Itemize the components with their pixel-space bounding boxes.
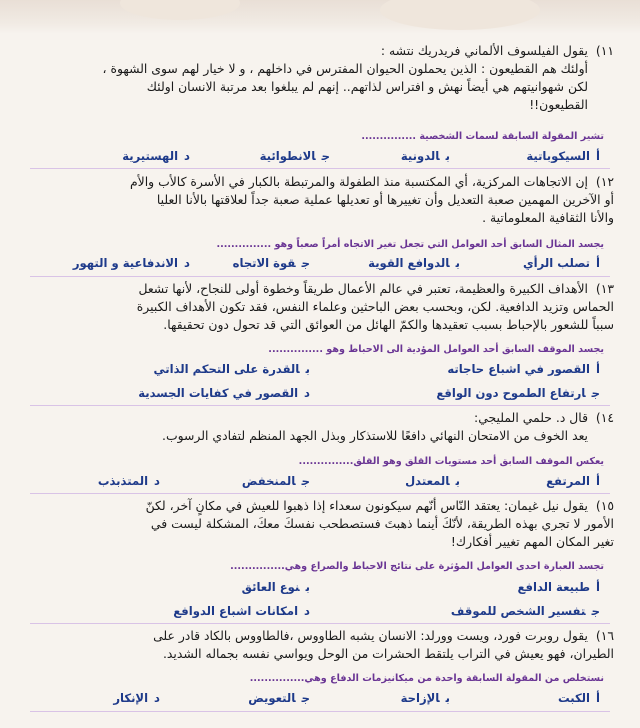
question-number: ١٤): [595, 410, 614, 425]
question-12: [22, 173, 614, 227]
question-text-line: يقول الفيلسوف الألماني فريدريك نتشه :: [380, 43, 588, 58]
option-a[interactable]: أالكبت: [557, 691, 600, 705]
option-b[interactable]: بالمعتدل: [405, 474, 460, 488]
question-number: ١٣): [595, 281, 614, 296]
question-text-line: يقول نيل غيمان: يعتقد النّاس أنّهم سيكونون سعداء إذا ذهبوا للعيش في مكانٍ آخر، لكنّ: [145, 498, 588, 513]
question-instruction: يعكس الموقف السابق أحد مستويات القلق وهو القلق...............: [298, 456, 604, 467]
option-d[interactable]: دالاندفاعية و التهور: [72, 256, 190, 270]
question-instruction: تجسد العبارة احدى العوامل المؤثرة على نتائج الاحباط والصراع وهي...............: [230, 561, 604, 572]
option-a[interactable]: أالقصور في اشباع حاجاته: [447, 362, 600, 376]
option-d[interactable]: دالإنكار: [113, 691, 160, 705]
question-14: [22, 409, 614, 445]
question-text-line: أو الآخرين المهمين صعبة التعديل وأن تغييرها أو تعديلها عملية صعبة جداً لعلاقتها بالأنا العليا: [156, 192, 614, 207]
option-a[interactable]: أالسيكوباتية: [526, 149, 600, 163]
question-text-line: سبباً للشعور بالإحباط بسبب تعقيدها والكمّ الهائل من العوائق التي قد تحول دون تحقيقها.: [163, 317, 614, 332]
option-b[interactable]: بالإزاحة: [400, 691, 450, 705]
question-number: ١٥): [595, 498, 614, 513]
options-row: [40, 474, 600, 492]
option-c[interactable]: جقوة الاتجاه: [232, 256, 310, 270]
question-instruction: تشير المقولة السابقة لسمات الشخصية ...............: [361, 131, 604, 142]
option-c[interactable]: جالتعويض: [248, 691, 310, 705]
option-d[interactable]: دالمتذبذب: [97, 474, 160, 488]
question-text-line: والأنا الثقافية المعلوماتية .: [482, 210, 614, 225]
option-a[interactable]: أطبيعة الدافع: [517, 580, 600, 594]
option-c[interactable]: جتفسير الشخص للموقف: [450, 604, 600, 618]
question-instruction: يجسد الموقف السابق أحد العوامل المؤدية الى الاحباط وهو ...............: [268, 344, 604, 355]
option-b[interactable]: بنوع العائق: [241, 580, 310, 594]
question-text-line: الأمور لا تجري بهذه الطريقة، لأنّكَ أينما ذهبتَ فستصطحب نفسكَ معكَ، المشكلة ليست في: [150, 516, 614, 531]
divider: [30, 493, 610, 494]
option-b[interactable]: بالقدرة على التحكم الذاتي: [153, 362, 310, 376]
question-text-line: الحماس وتزيد الدافعية. لكن، وبحسب بعض الباحثين وعلماء النفس، فقد تكون الأهداف الكبيرة: [136, 299, 614, 314]
option-d[interactable]: دامكانات اشباع الدوافع: [173, 604, 310, 618]
question-15: [22, 497, 614, 551]
divider: [30, 623, 610, 624]
divider: [30, 168, 610, 169]
options-row: [40, 362, 600, 380]
question-text-line: إن الاتجاهات المركزية، أي المكتسبة منذ الطفولة والمرتبطة بالكبار في الأسرة كالأب والأم: [129, 174, 588, 189]
option-a[interactable]: أتصلب الرأي: [523, 256, 600, 270]
option-d[interactable]: دالقصور في كفايات الجسدية: [138, 386, 310, 400]
options-row: [40, 256, 600, 274]
question-instruction: يجسد المثال السابق أحد العوامل التي تجعل تغير الاتجاه أمراً صعباً وهو ...............: [216, 239, 604, 250]
question-text-line: لكن شهوانيتهم هي أيضاً نهش و افتراس لذاتهم.. إنهم لم يبلغوا بعد مرتبة الانسان اولئك: [146, 79, 588, 94]
option-c[interactable]: جارتفاع الطموح دون الواقع: [436, 386, 600, 400]
option-c[interactable]: جالمنخفض: [241, 474, 310, 488]
question-number: ١٢): [595, 174, 614, 189]
question-text-line: الأهداف الكبيرة والعظيمة، تعتبر في عالم الأعمال طريقاً وخطوة أولى للنجاح، لأنها تشعل: [138, 281, 588, 296]
option-b[interactable]: بالدوافع القوية: [368, 256, 460, 270]
question-16: [22, 627, 614, 663]
question-text-line: يعد الخوف من الامتحان النهائي دافعًا للاستذكار وبذل الجهد المنظم لتفادي الرسوب.: [162, 428, 588, 443]
option-b[interactable]: بالدونية: [400, 149, 450, 163]
question-number: ١١): [595, 43, 614, 58]
options-row: [40, 149, 600, 167]
option-c[interactable]: جالانطوائية: [259, 149, 330, 163]
question-text-line: القطيعون!!: [529, 97, 588, 112]
question-11: [22, 42, 614, 114]
divider: [30, 276, 610, 277]
question-text-line: تغير المكان المهم تغيير أفكارك!: [450, 534, 614, 549]
option-a[interactable]: أالمرتفع: [546, 474, 600, 488]
question-instruction: نستخلص من المقولة السابقة واحدة من ميكانيزمات الدفاع وهي...............: [249, 673, 604, 684]
option-d[interactable]: دالهستيرية: [122, 149, 190, 163]
question-text-line: قال د. حلمي المليجي:: [474, 410, 588, 425]
question-number: ١٦): [595, 628, 614, 643]
divider: [30, 711, 610, 712]
question-text-line: أولئك هم القطيعون : الذين يحملون الحيوان المفترس في داخلهم ، و لا خيار لهم سوى الشهوة ،: [102, 61, 588, 76]
question-text-line: يقول روبرت فورد، ويست وورلد: الانسان يشبه الطاووس ،فالطاووس بالكاد قادر على: [153, 628, 588, 643]
options-row: [40, 691, 600, 709]
divider: [30, 405, 610, 406]
options-row: [40, 580, 600, 598]
options-row: [40, 604, 600, 622]
question-13: [22, 280, 614, 334]
question-text-line: الطيران، فهو يعيش في التراب يلتقط الحشرات من الوحل ويواسي نفسه بجماله الشديد.: [162, 646, 614, 661]
options-row: [40, 386, 600, 404]
